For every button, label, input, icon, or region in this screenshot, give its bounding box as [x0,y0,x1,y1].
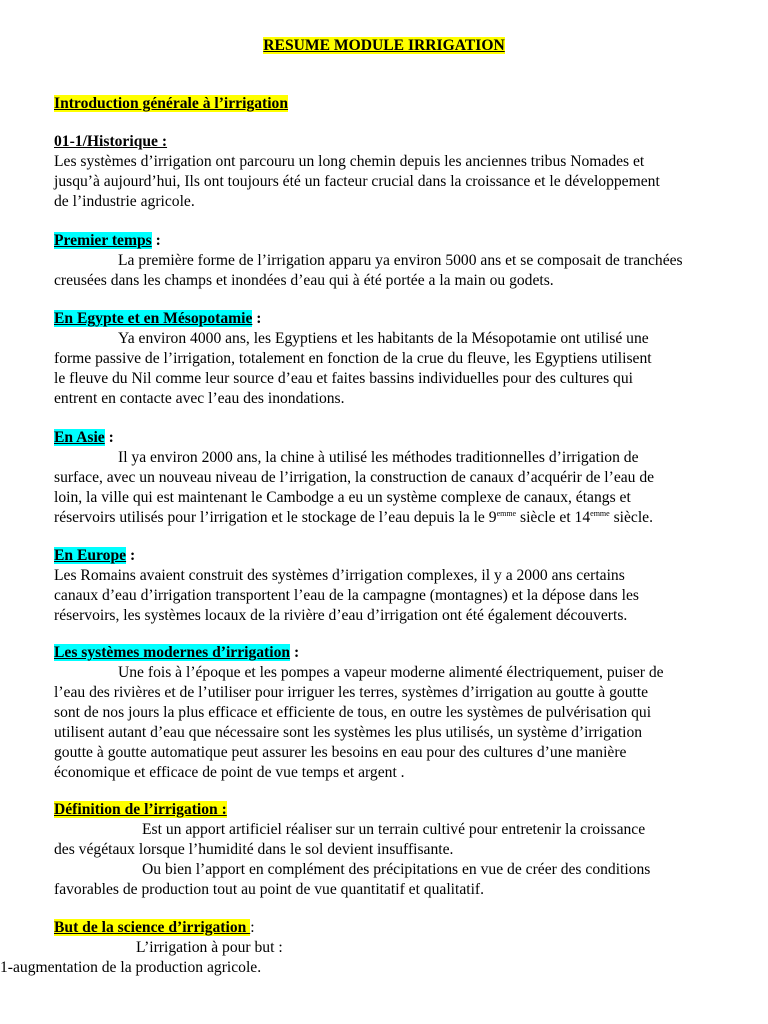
historique-line: de l’industrie agricole. [54,193,195,210]
europe-line: réservoirs, les systèmes locaux de la rivière d’eau d’irrigation ont été également découverts. [54,607,628,624]
superscript: emme [590,509,610,518]
title-text: RESUME MODULE IRRIGATION [263,37,505,54]
premier-temps-line: La première forme de l’irrigation apparu ya environ 5000 ans et se composait de tranchées [118,252,683,269]
historique-line: Les systèmes d’irrigation ont parcouru un long chemin depuis les anciennes tribus Nomades et [54,153,645,170]
modernes-heading: Les systèmes modernes d’irrigation : [54,644,300,661]
but-line: L’irrigation à pour but : [136,939,283,956]
europe-line: Les Romains avaient construit des systèmes d’irrigation complexes, il y a 2000 ans certains [54,567,625,584]
historique-heading: 01-1/Historique : [54,133,168,150]
egypte-line: Ya environ 4000 ans, les Egyptiens et les habitants de la Mésopotamie ont utilisé une [118,330,649,347]
but-heading: But de la science d’irrigation : [54,919,255,936]
superscript: emme [496,509,517,518]
modernes-line: économique et efficace de point de vue temps et argent . [54,764,405,781]
asie-heading: En Asie : [54,429,114,446]
document-title [0,36,768,55]
modernes-line: goutte à goutte automatique peut assurer les besoins en eau pour des cultures d’une manière [54,744,627,761]
premier-temps-heading: Premier temps : [54,232,161,249]
egypte-line: entrent en contacte avec l’eau des inondations. [54,390,345,407]
intro-heading: Introduction générale à l’irrigation [54,95,289,112]
definition-line: favorables de production tout au point de vue quantitatif et qualitatif. [54,881,485,898]
definition-line: Ou bien l’apport en complément des précipitations en vue de créer des conditions [142,861,651,878]
definition-line: Est un apport artificiel réaliser sur un terrain cultivé pour entretenir la croissance [142,821,646,838]
definition-line: des végétaux lorsque l’humidité dans le sol devient insuffisante. [54,841,454,858]
premier-temps-line: creusées dans les champs et inondées d’eau qui à été portée a la main ou godets. [54,272,554,289]
but-line: 1-augmentation de la production agricole. [0,959,262,976]
modernes-line: l’eau des rivières et de l’utiliser pour irriguer les terres, systèmes d’irrigation au goutte à goutte [54,684,649,701]
definition-heading: Définition de l’irrigation : [54,801,227,818]
egypte-line: le fleuve du Nil comme leur source d’eau et faites bassins individuelles pour des cultures qui [54,370,633,387]
egypte-heading: En Egypte et en Mésopotamie : [54,310,262,327]
historique-line: jusqu’à aujourd’hui, Ils ont toujours été un facteur crucial dans la croissance et le développement [54,173,660,190]
modernes-line: sont de nos jours la plus efficace et efficiente de tous, en outre les systèmes de pulvérisation qui [54,704,652,721]
asie-line: loin, la ville qui est maintenant le Cambodge a eu un système complexe de canaux, étangs et [54,489,631,506]
europe-heading: En Europe : [54,547,136,564]
modernes-line: utilisent autant d’eau que nécessaire sont les systèmes les plus utilisés, un système d’irrigation [54,724,643,741]
asie-line: réservoirs utilisés pour l’irrigation et le stockage de l’eau depuis la le $9^{emme}$ siècle et $14^{emme}$ siècle. [54,509,653,526]
europe-line: canaux d’eau d’irrigation transportent l’eau de la campagne (montagnes) et la dépose dans les [54,587,639,604]
egypte-line: forme passive de l’irrigation, totalement en fonction de la crue du fleuve, les Egyptiens utilisent [54,350,652,367]
asie-line: surface, avec un nouveau niveau de l’irrigation, la construction de canaux d’acquérir de l’eau de [54,469,655,486]
asie-line: Il ya environ 2000 ans, la chine à utilisé les méthodes traditionnelles d’irrigation de [118,449,639,466]
modernes-line: Une fois à l’époque et les pompes a vapeur moderne alimenté électriquement, puiser de [118,664,664,681]
